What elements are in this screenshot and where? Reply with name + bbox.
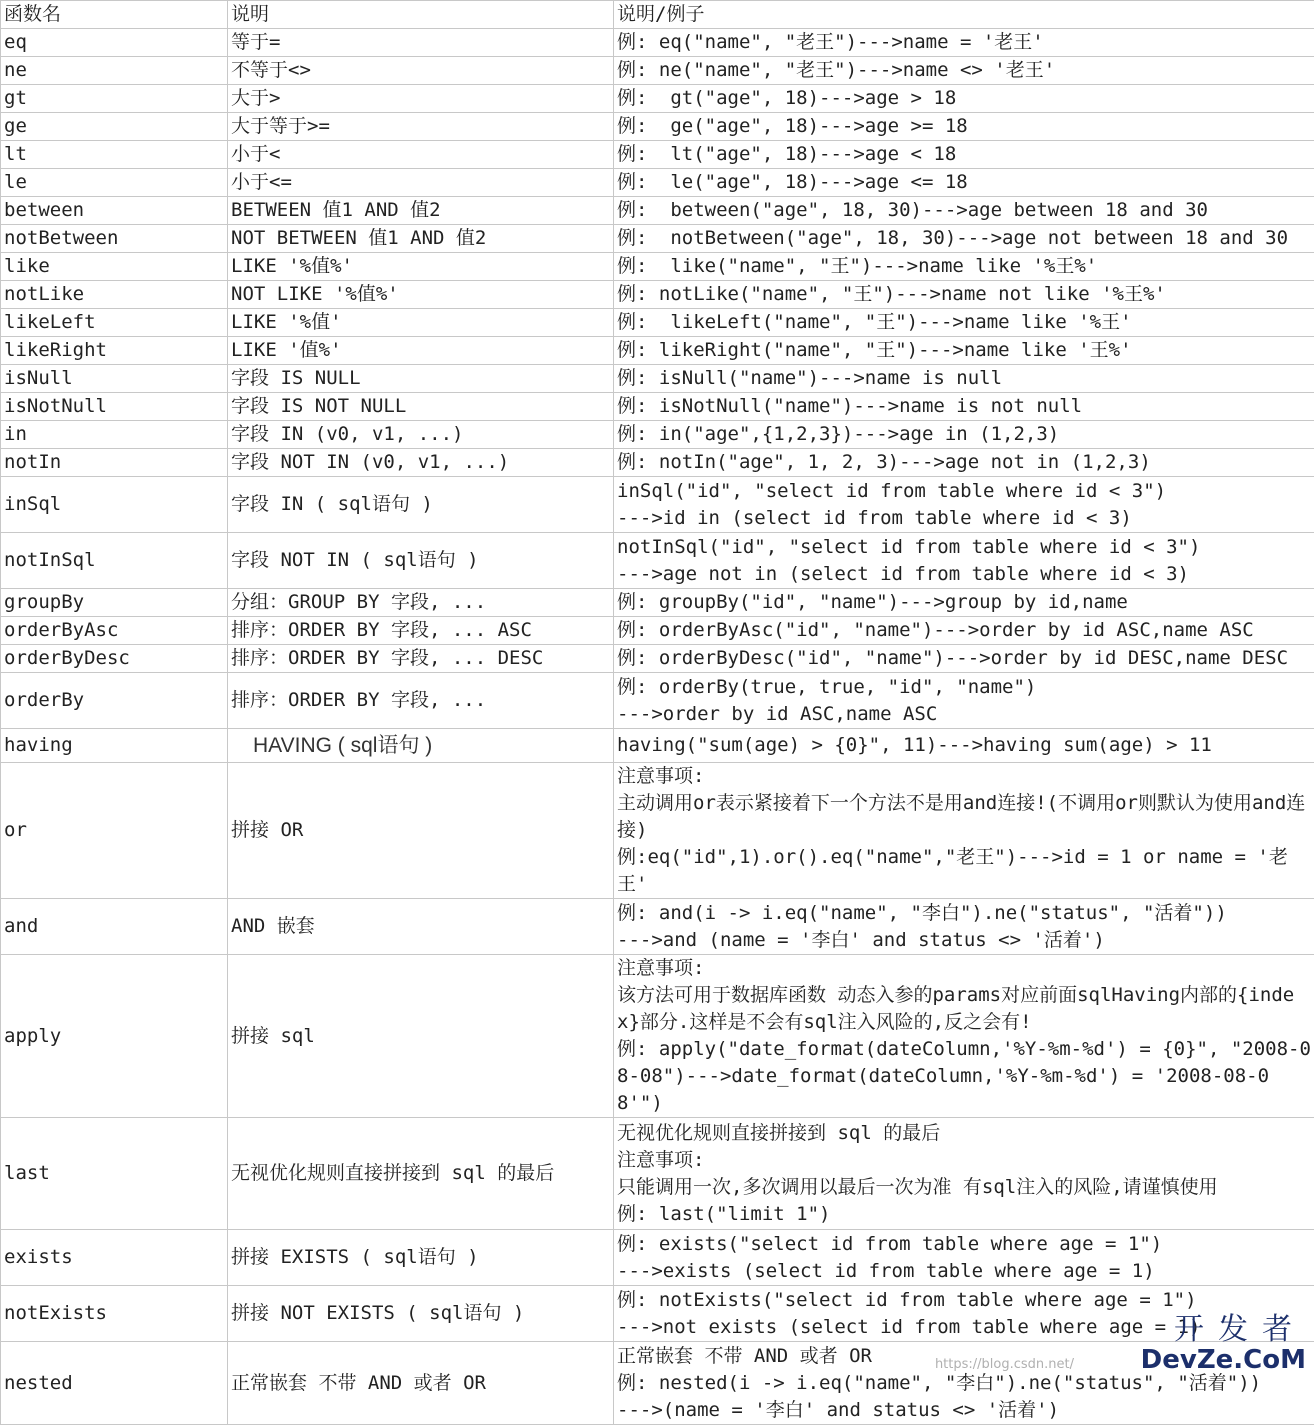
header-description: 说明 — [228, 1, 614, 29]
table-row — [1, 729, 1314, 763]
table-row — [1, 645, 1314, 673]
function-name-cell: orderBy — [1, 673, 228, 729]
example-cell — [614, 763, 1314, 899]
example-line: 无视优化规则直接拼接到 sql 的最后 — [617, 1120, 1314, 1147]
example-line: 例: gt("age", 18)--->age > 18 — [617, 85, 1314, 112]
example-line: 例: isNull("name")--->name is null — [617, 365, 1314, 392]
description-cell: 字段 IS NOT NULL — [228, 393, 614, 421]
table-row — [1, 763, 1314, 899]
example-line: 例:eq("id",1).or().eq("name","老王")--->id = 1 or name = '老王' — [617, 844, 1314, 898]
description-cell: 大于> — [228, 85, 614, 113]
example-cell — [614, 197, 1314, 225]
description-cell: BETWEEN 值1 AND 值2 — [228, 197, 614, 225]
function-name-cell: inSql — [1, 477, 228, 533]
example-cell — [614, 57, 1314, 85]
description-cell: 无视优化规则直接拼接到 sql 的最后 — [228, 1118, 614, 1230]
example-cell — [614, 309, 1314, 337]
example-line: --->age not in (select id from table where id < 3) — [617, 561, 1314, 588]
table-row — [1, 589, 1314, 617]
description-cell: 正常嵌套 不带 AND 或者 OR — [228, 1342, 614, 1425]
function-name-cell: in — [1, 421, 228, 449]
description-cell: LIKE '值%' — [228, 337, 614, 365]
function-name-cell: ne — [1, 57, 228, 85]
header-function-name: 函数名 — [1, 1, 228, 29]
example-line: 例: ge("age", 18)--->age >= 18 — [617, 113, 1314, 140]
description-cell: 等于= — [228, 29, 614, 57]
example-cell — [614, 449, 1314, 477]
example-cell — [614, 673, 1314, 729]
table-row — [1, 57, 1314, 85]
example-cell — [614, 617, 1314, 645]
example-line: 例: notLike("name", "王")--->name not like '%王%' — [617, 281, 1314, 308]
example-line: having("sum(age) > {0}", 11)--->having sum(age) > 11 — [617, 732, 1314, 759]
example-cell — [614, 1230, 1314, 1286]
table-row — [1, 899, 1314, 955]
header-example: 说明/例子 — [614, 1, 1314, 29]
description-cell: 小于<= — [228, 169, 614, 197]
example-line: 例: in("age",{1,2,3})--->age in (1,2,3) — [617, 421, 1314, 448]
example-line: inSql("id", "select id from table where id < 3") — [617, 478, 1314, 505]
example-line: 只能调用一次,多次调用以最后一次为准 有sql注入的风险,请谨慎使用 — [617, 1174, 1314, 1201]
description-cell: LIKE '%值' — [228, 309, 614, 337]
function-name-cell: likeRight — [1, 337, 228, 365]
example-line: 该方法可用于数据库函数 动态入参的params对应前面sqlHaving内部的{index}部分.这样是不会有sql注入风险的,反之会有! — [617, 982, 1314, 1036]
function-name-cell: orderByDesc — [1, 645, 228, 673]
description-cell: 字段 IN ( sql语句 ) — [228, 477, 614, 533]
description-cell: 拼接 sql — [228, 955, 614, 1118]
table-row — [1, 421, 1314, 449]
function-name-cell: notLike — [1, 281, 228, 309]
description-cell: 不等于<> — [228, 57, 614, 85]
function-name-cell: orderByAsc — [1, 617, 228, 645]
description-cell: AND 嵌套 — [228, 899, 614, 955]
example-cell — [614, 337, 1314, 365]
function-name-cell: having — [1, 729, 228, 763]
example-cell — [614, 225, 1314, 253]
example-line: --->not exists (select id from table where age = 1) — [617, 1314, 1314, 1341]
function-name-cell: and — [1, 899, 228, 955]
description-cell: 字段 NOT IN (v0, v1, ...) — [228, 449, 614, 477]
example-cell — [614, 365, 1314, 393]
table-row — [1, 281, 1314, 309]
example-line: --->(name = '李白' and status <> '活着') — [617, 1397, 1314, 1424]
example-line: 例: orderBy(true, true, "id", "name") — [617, 674, 1314, 701]
table-row — [1, 673, 1314, 729]
table-row — [1, 225, 1314, 253]
example-cell — [614, 589, 1314, 617]
example-cell — [614, 533, 1314, 589]
example-line: 正常嵌套 不带 AND 或者 OR — [617, 1343, 1314, 1370]
function-name-cell: groupBy — [1, 589, 228, 617]
description-cell: HAVING ( sql语句 ) — [228, 729, 614, 763]
example-line: 例: le("age", 18)--->age <= 18 — [617, 169, 1314, 196]
example-cell — [614, 421, 1314, 449]
example-line: 例: between("age", 18, 30)--->age between 18 and 30 — [617, 197, 1314, 224]
example-line: 例: and(i -> i.eq("name", "李白").ne("status", "活着")) — [617, 900, 1314, 927]
example-line: --->exists (select id from table where age = 1) — [617, 1258, 1314, 1285]
example-cell — [614, 1118, 1314, 1230]
table-row — [1, 309, 1314, 337]
example-line: 例: likeRight("name", "王")--->name like '王%' — [617, 337, 1314, 364]
example-cell — [614, 29, 1314, 57]
example-line: 例: lt("age", 18)--->age < 18 — [617, 141, 1314, 168]
example-cell — [614, 729, 1314, 763]
example-cell — [614, 1286, 1314, 1342]
example-line: 例: eq("name", "老王")--->name = '老王' — [617, 29, 1314, 56]
example-line: 例: nested(i -> i.eq("name", "李白").ne("status", "活着")) — [617, 1370, 1314, 1397]
table-row — [1, 29, 1314, 57]
description-cell: 拼接 OR — [228, 763, 614, 899]
watermark-bottom: DevZe.CoM — [1141, 1346, 1306, 1374]
example-line: 注意事项: — [617, 1147, 1314, 1174]
example-line: 例: apply("date_format(dateColumn,'%Y-%m-%d') = {0}", "2008-08-08")--->date_format(dateColumn,'%Y-%m-%d') = '2008-08-08'") — [617, 1036, 1314, 1117]
table-row — [1, 533, 1314, 589]
example-line: 注意事项: — [617, 763, 1314, 790]
description-cell: NOT BETWEEN 值1 AND 值2 — [228, 225, 614, 253]
description-cell: 字段 IN (v0, v1, ...) — [228, 421, 614, 449]
example-cell — [614, 281, 1314, 309]
example-line: 例: isNotNull("name")--->name is not null — [617, 393, 1314, 420]
example-line: 例: notExists("select id from table where age = 1") — [617, 1287, 1314, 1314]
table-row — [1, 169, 1314, 197]
function-name-cell: notInSql — [1, 533, 228, 589]
example-line: 例: orderByDesc("id", "name")--->order by id DESC,name DESC — [617, 645, 1314, 672]
example-line: 注意事项: — [617, 955, 1314, 982]
table-row — [1, 337, 1314, 365]
example-line: 主动调用or表示紧接着下一个方法不是用and连接!(不调用or则默认为使用and连接) — [617, 790, 1314, 844]
example-cell — [614, 899, 1314, 955]
table-row — [1, 1118, 1314, 1230]
example-line: notInSql("id", "select id from table where id < 3") — [617, 534, 1314, 561]
description-cell: 排序：ORDER BY 字段, ... — [228, 673, 614, 729]
example-cell — [614, 645, 1314, 673]
watermark-top: 开发者 — [1141, 1314, 1306, 1346]
table-header-row — [1, 1, 1314, 29]
table-row — [1, 85, 1314, 113]
example-line: 例: exists("select id from table where age = 1") — [617, 1231, 1314, 1258]
function-name-cell: last — [1, 1118, 228, 1230]
example-cell — [614, 141, 1314, 169]
example-line: 例: ne("name", "老王")--->name <> '老王' — [617, 57, 1314, 84]
function-name-cell: likeLeft — [1, 309, 228, 337]
example-cell — [614, 955, 1314, 1118]
example-cell — [614, 253, 1314, 281]
example-line: 例: notIn("age", 1, 2, 3)--->age not in (1,2,3) — [617, 449, 1314, 476]
description-cell: 小于< — [228, 141, 614, 169]
function-name-cell: le — [1, 169, 228, 197]
function-name-cell: exists — [1, 1230, 228, 1286]
example-line: 例: likeLeft("name", "王")--->name like '%王' — [617, 309, 1314, 336]
description-cell: 大于等于>= — [228, 113, 614, 141]
example-line: --->id in (select id from table where id < 3) — [617, 505, 1314, 532]
example-line: --->order by id ASC,name ASC — [617, 701, 1314, 728]
table-row — [1, 1230, 1314, 1286]
watermark-url: https://blog.csdn.net/ — [935, 1357, 1074, 1372]
function-name-cell: isNotNull — [1, 393, 228, 421]
example-line: 例: orderByAsc("id", "name")--->order by id ASC,name ASC — [617, 617, 1314, 644]
example-cell — [614, 113, 1314, 141]
example-cell — [614, 85, 1314, 113]
table-row — [1, 141, 1314, 169]
function-name-cell: notIn — [1, 449, 228, 477]
function-name-cell: notBetween — [1, 225, 228, 253]
example-line: 例: notBetween("age", 18, 30)--->age not between 18 and 30 — [617, 225, 1314, 252]
function-name-cell: eq — [1, 29, 228, 57]
table-row — [1, 113, 1314, 141]
description-cell: 字段 NOT IN ( sql语句 ) — [228, 533, 614, 589]
example-line: 例: last("limit 1") — [617, 1201, 1314, 1228]
description-cell: LIKE '%值%' — [228, 253, 614, 281]
table-row — [1, 955, 1314, 1118]
description-cell: 排序：ORDER BY 字段, ... DESC — [228, 645, 614, 673]
description-cell: NOT LIKE '%值%' — [228, 281, 614, 309]
table-row — [1, 253, 1314, 281]
table-row — [1, 393, 1314, 421]
function-name-cell: nested — [1, 1342, 228, 1425]
table-row — [1, 449, 1314, 477]
example-cell — [614, 169, 1314, 197]
table-row — [1, 197, 1314, 225]
table-row — [1, 477, 1314, 533]
function-name-cell: gt — [1, 85, 228, 113]
example-line: 例: like("name", "王")--->name like '%王%' — [617, 253, 1314, 280]
example-line: --->and (name = '李白' and status <> '活着') — [617, 927, 1314, 954]
function-name-cell: isNull — [1, 365, 228, 393]
example-line: 例: groupBy("id", "name")--->group by id,name — [617, 589, 1314, 616]
function-name-cell: lt — [1, 141, 228, 169]
function-name-cell: notExists — [1, 1286, 228, 1342]
function-name-cell: like — [1, 253, 228, 281]
description-cell: 拼接 NOT EXISTS ( sql语句 ) — [228, 1286, 614, 1342]
function-name-cell: apply — [1, 955, 228, 1118]
description-cell: 字段 IS NULL — [228, 365, 614, 393]
example-cell — [614, 393, 1314, 421]
function-name-cell: ge — [1, 113, 228, 141]
description-cell: 分组：GROUP BY 字段, ... — [228, 589, 614, 617]
example-cell — [614, 477, 1314, 533]
description-cell: 排序：ORDER BY 字段, ... ASC — [228, 617, 614, 645]
table-row — [1, 617, 1314, 645]
table-row — [1, 365, 1314, 393]
table-row — [1, 1286, 1314, 1342]
table-row — [1, 1342, 1314, 1425]
function-name-cell: between — [1, 197, 228, 225]
description-cell: 拼接 EXISTS ( sql语句 ) — [228, 1230, 614, 1286]
function-name-cell: or — [1, 763, 228, 899]
example-cell — [614, 1342, 1314, 1425]
